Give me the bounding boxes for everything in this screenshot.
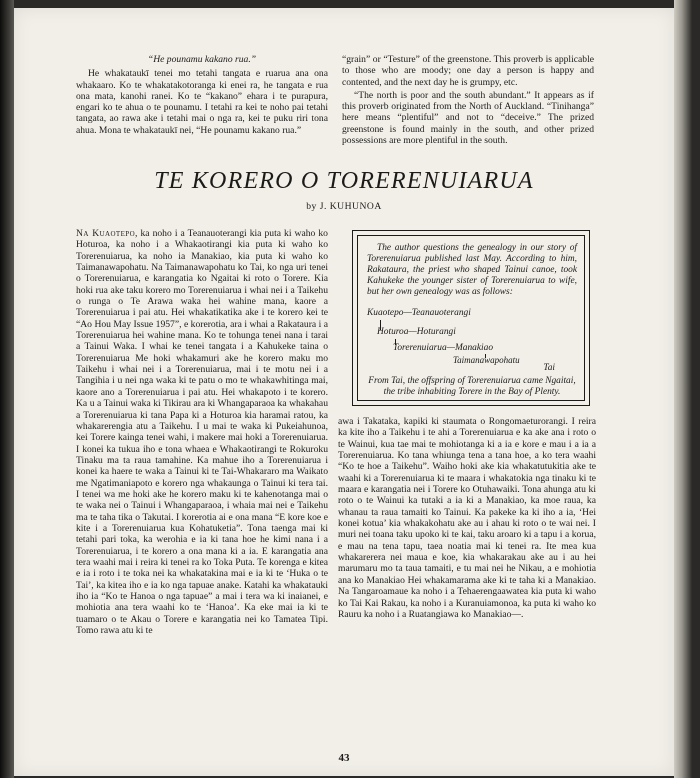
article-column-2-text: awa i Takataka, kapiki ki staumata o Rongomaeturorangi. I reira ka kite iho a Taikehu i te ahi a Torerenuiarua e ka ake ana i roto o te Wainui, kua tae mai te mohiotanga ki a ia e kore e mau i a ia a Torerenuiarua. Ko tana whiunga tena a tana hoe, a ko tera waahi “Ko te hoe a Taikehu”. Waiho hoki ake kia whakatutukitia ake te waahi ki a Torerenuiarua ki te maara i whakatokia nga tinaku ki te maara e karangatia nei i Torere ko Otuhawaiki. Tona ahunga atu ki roto o te Wainui ka tutaki a ia ki a Manakiao, ka moe raua, ka whanau ta raua tamaiti ko Tainui. Ka pakeke ka ki iho a ia, ‘Hei konei kotua’ kia whakakohatu ake au i ahau ki roto o te wai nei. I muri nei toana taku upoko ki te kai, taku aroaro ki a tapu i a korua, e mau na tena tapu, taea noatia mai ki tenei ra. Ite mea kua whakarerera nei maua e koe, kia whakarakau ake au i au hei marumaru mo ta taua tamaiti, e tu mai nei he Nikau, a e mohiotia ana ko Manakiao Hei whakamarama ake ki te taha ki a Manakiao. Na Tangaroamaue ka noho i a Tehaerengaawatea kia puta ki waho ko Tai Kai Rakau, ka noho i a Kuranuiamonoa, ka puta ki waho ko Rauru ka noho i a Ruatangiawa ko Manakiao—.	[338, 416, 596, 620]
proverb-heading: “He pounamu kakano rua.”	[147, 54, 257, 65]
genealogy-gen-3: Torerenuiarua—Manakiao	[393, 343, 494, 353]
proverb-english-paragraph-1: “grain” or “Testure” of the greenstone. This proverb is applicable to those who are moody; one day a person is happy and contented, and the next day he is grumpy, etc.	[342, 54, 594, 88]
editor-note-footer	[367, 363, 577, 398]
proverb-maori-paragraph: He whakataukī tenei mo tetahi tangata e ruarua ana ona whakaaro. Ko te whakatakotoranga ki enei ra, he tangata e rua ona mata, kanohi ranei. Ko te “kakano” ehara i te purapura, engari ko te ahua o te pounamu. I tetahi ra kei te noho pai tetahi tangata, ao rawa ake i tetahi mai o nga ra, kei te puku riri tona ahua. Mona te whakataukī nei, “He pounamu kakano rua.”	[76, 68, 328, 136]
proverb-english-paragraph-2: “The north is poor and the south abundant.” It appears as if this proverb originated from the North of Auckland. “Tinihanga” here means “plentiful” and not to “deceive.” The prized greenstone is found mainly in the south, and other prized possessions are more plentiful in the south.	[342, 89, 594, 147]
magazine-page	[14, 8, 674, 776]
editor-note-text	[367, 243, 577, 298]
article-byline: by J. KUHUNOA	[306, 201, 382, 212]
genealogy-gen-1: Kuaotepo—Teanauoterangi	[367, 308, 471, 318]
editor-note-footer-text: From Tai, the offspring of Torerenuiarua came Ngaitai, the tribe inhabiting Torere in the Bay of Plenty.	[368, 376, 576, 397]
proverb-english-column	[342, 54, 594, 148]
article-lead-in: Na Kuaotepo	[76, 228, 136, 239]
page-edge	[674, 0, 700, 778]
article-column-2	[338, 416, 596, 620]
book-binding-shadow	[0, 0, 14, 778]
editor-note-paragraph: The author questions the genealogy in our story of Torerenuiarua published last May. According to him, Rakataura, the priest who shaped Tainui canoe, took Kahukeke the younger sister of Torerenuiarua to wife, but her own genealogy was as follows:	[367, 243, 577, 297]
genealogy-gen-2: Hoturoa—Hoturangi	[377, 327, 456, 337]
genealogy-gen-5: Tai	[543, 363, 555, 373]
genealogy-gen-4: Taimanawapohatu	[453, 355, 520, 365]
proverb-maori-column	[76, 54, 328, 138]
page-number: 43	[338, 752, 350, 764]
article-column-1	[76, 228, 328, 636]
article-title: TE KORERO O TORERENUIARUA	[154, 168, 534, 194]
article-column-1-text: , ka noho i a Teanauoterangi kia puta ki waho ko Hoturoa, ka noho i a Whakaotirangi kia puta ki waho ko Torerenuiarua, ka noho ia Manakiao, kia puta ki waho ko Taimanawapohatu. Na Taimanawapohatu ko Tai, ko nga uri tenei o Torerenuiarua, e karangatia ko Ngaitai ki roto o Torere. Kia hoki rua ake taku korero mo Torerenuiarua i whai nei i a Taikehu o runga o Te Arawa waka hei wahine mana, kaore a Torerenuiarua i pai atu. Hei whakatikatika ake i te korero kei te “Ao Hou May Issue 1957”, e korerotia, ara i whai a Rakataura i a Torerenuiarua hei wahine mana. Ko te tohunga tenei nana i tarai a Tainui Waka. I whai ke tenei tangata i a Kahukeke taina o Torerenuiarua Me hoki whakamuri ake he korero maku mo Taikehu i whai nei i a Torerenuiarua, mai i te motu nei i a Tangihia i u nei nga waka ki te patu o mo te whakawhitinga mai, kaore ano a Torerenuiarua i pai atu. Hei whakapoto i te korero. Ka u a Tainui waka ki Tikirau ara ki Whangaparaoa ka whakahau a Torerenuiarua ki tana Papa ki a Hoturoa kia haramai ratou, ka whakarerengia atu a Taikehu. I u mai te waka ki Pukeiahunoa, kei Torere kainga tenei wahi, i makere mai hoki a Torerenuiarua. I konei ka tukua iho e tona whaea e Whakaotirangi te Rokuroku Tinaku ma ta raua tamahine. Ka mahue iho a Torerenuiarua i konei ka haere te waka a Tainui ki te Tai-Whakararo ma Waikato me Ngatimaniapoto e korero nga whakaunga o Tainui ki tera tai. I tenei wa me hoki ake he korero maku ki te kahenotanga mai o te waka nei o Tainui i Whangaparaoa, i whaia mai nei e Taikehu ma te taha tika o Takutai. I korerotia ai e ona mana “E kore koe e kite i a Torerenuiarua kua Kohatuketia”. Tona taenga mai ki tetahi pari toka, ka werohia e ia ki tana hoe he kimi nana i a Torerenuiarua, i te korero a ona mana ki a ia. E karangatia ana tera waahi mai i reira ki tenei ra ko Toka Puta. Te korenga e kitea e ia i roto i te toka nei ka whakatakina mai e ia ki te ‘Huka o te Tai’, ka kitea iho e ia ko nga tapuae anake. Katahi ka whakatauki iho ia “Ko te Hanoa o nga tapuae” a mai i tera wa ki inaianei, e mohiotia ana tera waahi ko te ‘Hanoa’. Ka eke mai ia ki te tuamaro o te Akau o Torere e karangatia nei ko Tamatea Tipi. Tomo rawa atu ki te	[76, 228, 328, 637]
editor-note-box	[352, 230, 590, 406]
